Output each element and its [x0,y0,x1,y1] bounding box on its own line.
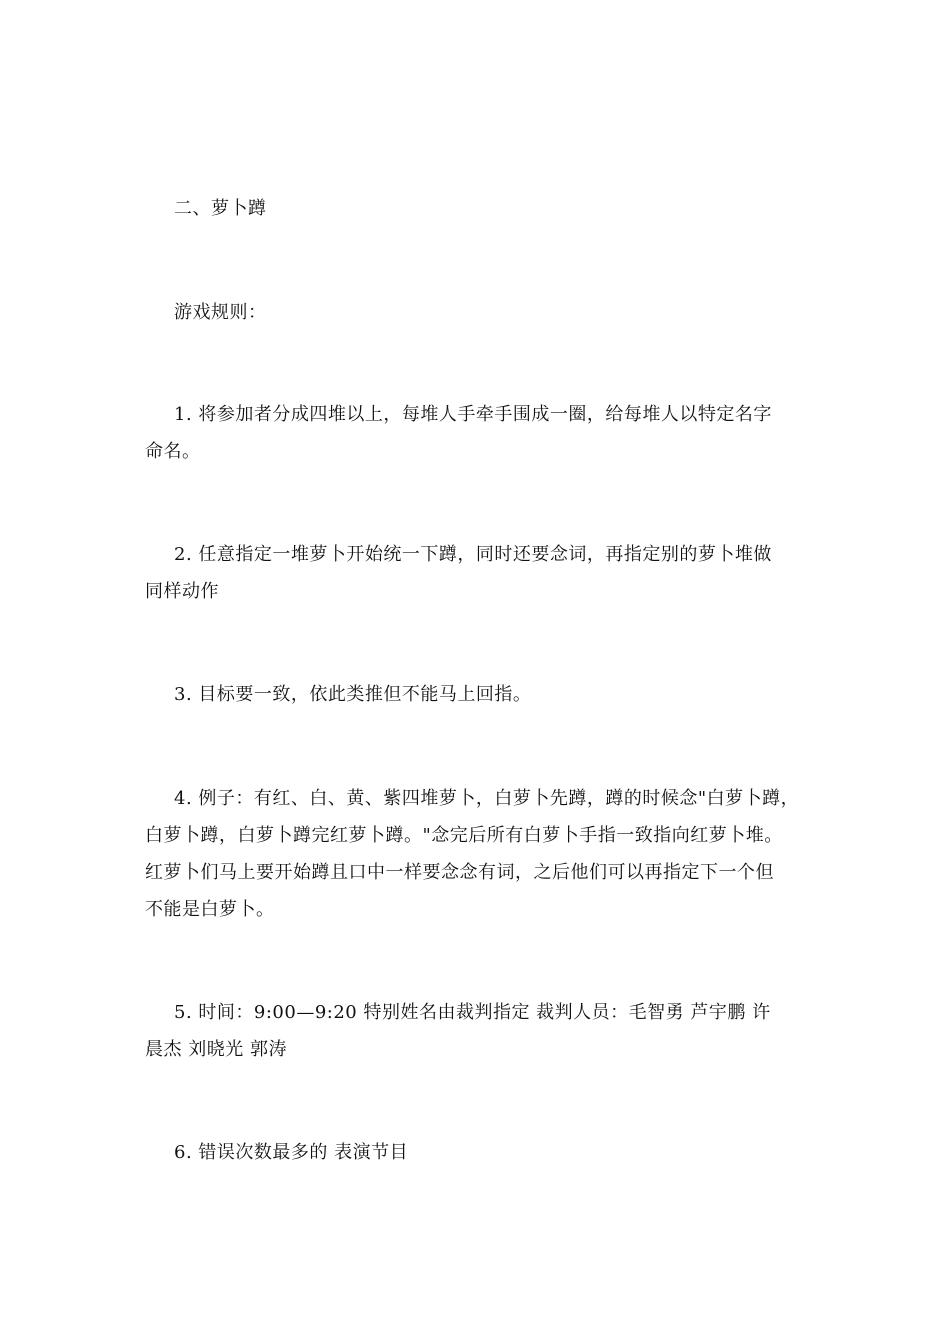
rule-6 [145,1134,805,1171]
rule-2-line-1: 2. 任意指定一堆萝卜开始统一下蹲，同时还要念词，再指定别的萝卜堆做 [174,544,772,565]
rule-5-line-1: 5. 时间：9:00—9:20 特别姓名由裁判指定 裁判人员：毛智勇 芦宇鹏 许 [174,1002,771,1023]
rule-6-line-1: 6. 错误次数最多的 表演节目 [174,1142,409,1163]
rule-4-line-2: 白萝卜蹲，白萝卜蹲完红萝卜蹲。"念完后所有白萝卜手指一致指向红萝卜堆。 [145,825,783,846]
section-title-text: 二、萝卜蹲 [174,198,267,219]
rule-3-line-1: 3. 目标要一致，依此类推但不能马上回指。 [174,684,532,705]
rule-5 [145,994,805,1068]
rules-heading [145,294,805,331]
rules-heading-text: 游戏规则： [174,302,267,323]
rule-2-line-2: 同样动作 [145,581,219,602]
rule-1 [145,396,805,470]
rule-3 [145,676,805,713]
rule-4 [145,780,805,928]
section-title [145,190,805,227]
rule-4-line-4: 不能是白萝卜。 [145,899,275,920]
rule-1-line-1: 1. 将参加者分成四堆以上，每堆人手牵手围成一圈，给每堆人以特定名字 [174,404,772,425]
rule-4-line-3: 红萝卜们马上要开始蹲且口中一样要念念有词，之后他们可以再指定下一个但 [145,862,774,883]
rule-5-line-2: 晨杰 刘晓光 郭涛 [145,1039,287,1060]
rule-1-line-2: 命名。 [145,441,201,462]
rule-4-line-1: 4. 例子：有红、白、黄、紫四堆萝卜，白萝卜先蹲，蹲的时候念"白萝卜蹲， [174,788,800,809]
rule-2 [145,536,805,610]
